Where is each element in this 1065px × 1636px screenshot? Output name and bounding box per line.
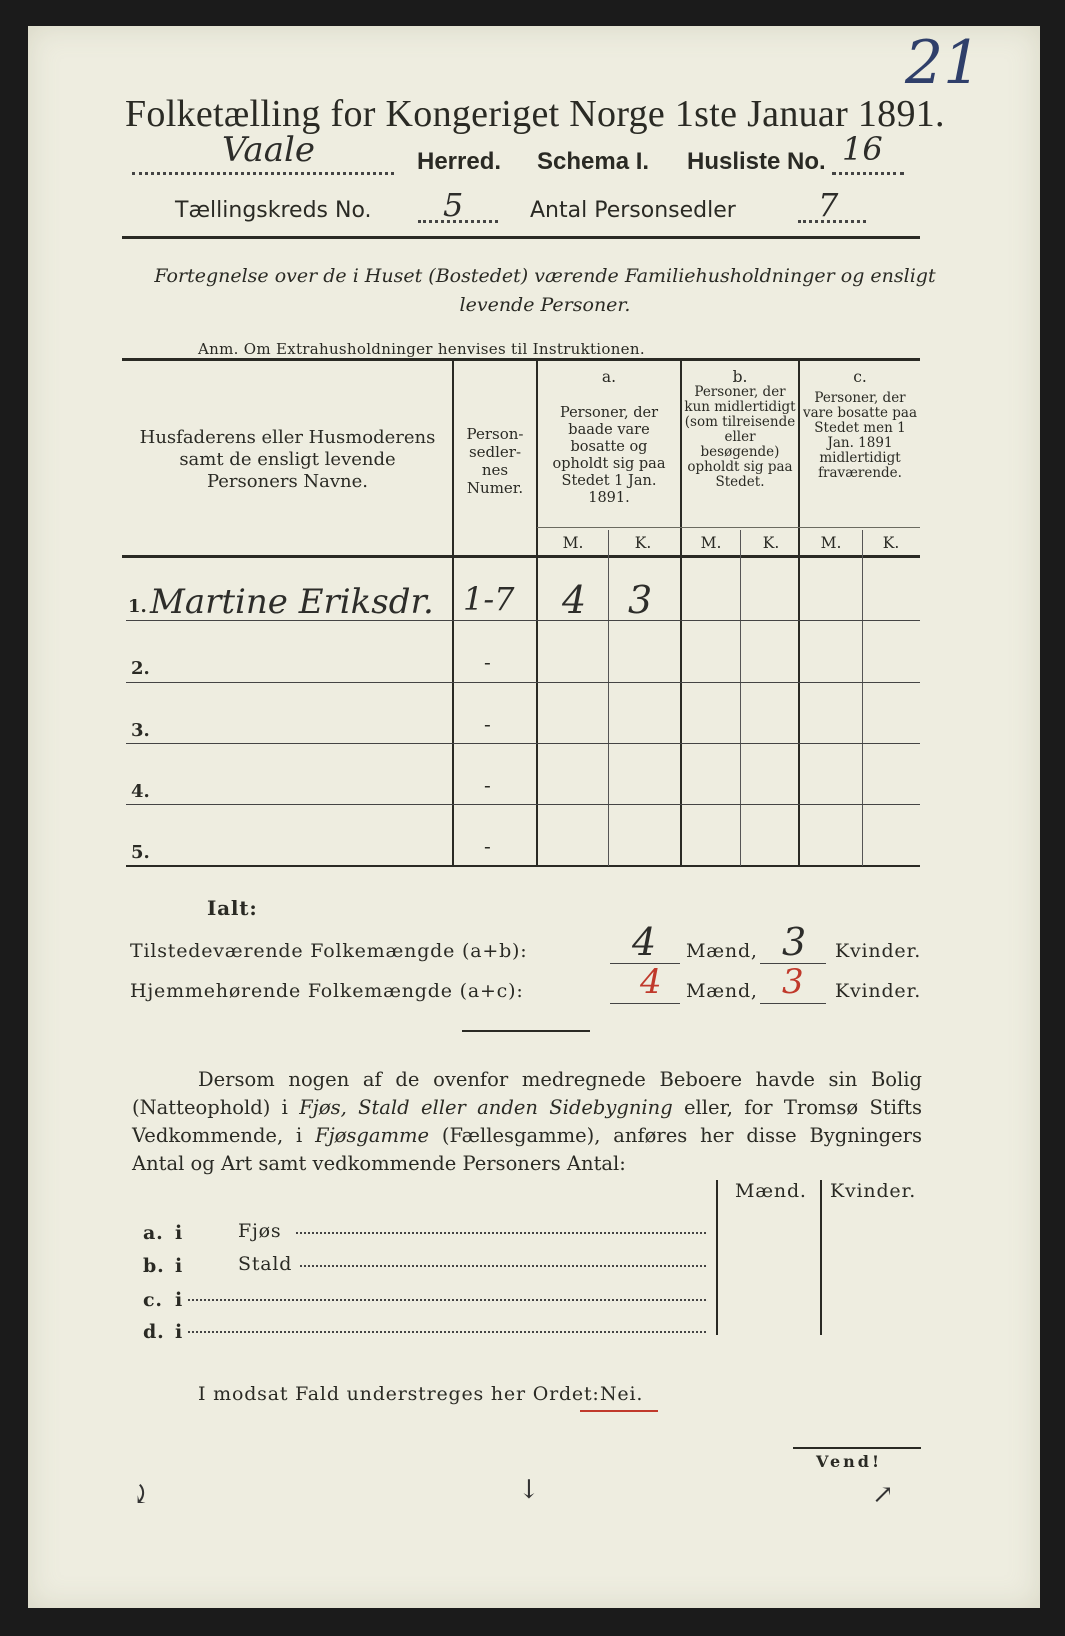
building-a-name: Fjøs [238, 1220, 282, 1242]
schema-label: Schema I. [537, 148, 650, 175]
hjemme-maend: Mænd, [686, 980, 758, 1002]
nei-word: Nei. [600, 1383, 644, 1405]
row-2-numer: - [484, 650, 491, 674]
row-2-rule [126, 682, 920, 683]
table-bottom-rule [126, 865, 920, 867]
building-c-i: i [175, 1289, 184, 1311]
hjemme-k-value: 3 [782, 962, 804, 1002]
ialt-label: Ialt: [207, 896, 258, 920]
mk-header-rule [537, 527, 920, 528]
col-header-name: Husfaderens eller Husmoderens samt de ensligt levende Personers Navne. [139, 427, 436, 492]
c-k-header: K. [882, 534, 900, 552]
form-description: Fortegnelse over de i Huset (Bostedet) værende Familiehusholdninger og ensligt levende Personer. [154, 265, 936, 316]
hjemme-m-line [610, 1003, 680, 1004]
nei-underline [580, 1410, 658, 1412]
kreds-label: Tællingskreds No. [175, 198, 372, 223]
antal-label: Antal Personsedler [530, 198, 736, 223]
header-divider [122, 236, 920, 239]
row-1-numer: 1-7 [463, 580, 515, 618]
building-d-letter: d. [143, 1321, 165, 1343]
vend-rule [793, 1447, 921, 1449]
herred-value: Vaale [222, 130, 315, 170]
buildings-divider-1 [716, 1180, 718, 1335]
section-divider [462, 1030, 590, 1032]
c-m-header: M. [820, 534, 842, 552]
corner-mark-left: ⤸ [130, 1480, 152, 1510]
col-header-a-text: Personer, der baade vare bosatte og opholdt sig paa Stedet 1 Jan. 1891. [552, 405, 666, 506]
modsat-label: I modsat Fald understreges her Ordet: [198, 1383, 600, 1405]
building-b-name: Stald [238, 1253, 293, 1275]
row-3-number: 3. [131, 720, 150, 741]
para-italic-1: Fjøs, Stald eller anden Sidebygning [299, 1096, 673, 1119]
page-number: 21 [905, 28, 982, 98]
c-mk-divider [862, 530, 863, 866]
building-a-i: i [175, 1222, 184, 1244]
row-5-numer: - [484, 834, 491, 858]
tilstede-k-value: 3 [782, 920, 807, 964]
row-1-name: Martine Eriksdr. [150, 582, 434, 622]
para-part-1: Dersom nogen af de ovenfor medregnede Beboere havde sin Bolig (Natteophold) i [132, 1068, 922, 1119]
corner-mark-center: ↓ [518, 1475, 540, 1505]
row-4-rule [126, 804, 920, 805]
kreds-value: 5 [443, 186, 464, 224]
a-k-header: K. [634, 534, 652, 552]
para-part-2: eller, for Tromsø Stifts Vedkommende, i [132, 1096, 922, 1147]
b-k-header: K. [762, 534, 780, 552]
col-header-numer: Person-sedler-nes Numer. [466, 425, 524, 497]
col-header-c-letter: c. [853, 368, 867, 386]
hjemme-m-value: 4 [640, 962, 662, 1002]
building-d-dots [188, 1331, 706, 1333]
b-mk-divider [740, 530, 741, 866]
col-divider-3 [680, 360, 682, 866]
building-d-i: i [175, 1321, 184, 1343]
row-2-number: 2. [131, 658, 150, 679]
row-4-numer: - [484, 773, 491, 797]
building-b-letter: b. [143, 1255, 165, 1277]
para-part-3: (Fællesgamme), anføres her disse Bygningers Antal og Art samt vedkommende Personers Antal: [132, 1124, 922, 1175]
col-header-b-text: Personer, der kun midlertidigt (som tilreisende eller besøgende) opholdt sig paa Stedet. [684, 384, 796, 490]
building-c-dots [188, 1299, 706, 1301]
col-header-c-text: Personer, der vare bosatte paa Stedet men 1 Jan. 1891 midlertidigt fraværende. [802, 390, 918, 481]
row-1-a-m: 4 [562, 578, 587, 622]
buildings-kvinder-header: Kvinder. [830, 1180, 917, 1202]
tilstede-label: Tilstedeværende Folkemængde (a+b): [130, 940, 528, 962]
a-m-header: M. [562, 534, 584, 552]
row-3-rule [126, 743, 920, 744]
husliste-value: 16 [842, 130, 883, 168]
row-5-number: 5. [131, 842, 150, 863]
col-divider-1 [452, 360, 454, 866]
hjemme-label: Hjemmehørende Folkemængde (a+c): [130, 980, 524, 1002]
annotation-note: Anm. Om Extrahusholdninger henvises til Instruktionen. [198, 340, 645, 358]
table-header-bottom-rule [122, 555, 920, 558]
building-b-i: i [175, 1255, 184, 1277]
row-1-number: 1. [128, 596, 147, 617]
buildings-divider-2 [820, 1180, 822, 1335]
buildings-maend-header: Mænd. [735, 1180, 807, 1202]
hjemme-kvinder: Kvinder. [835, 980, 922, 1002]
building-a-dots [296, 1232, 706, 1234]
row-1-a-k: 3 [628, 578, 653, 622]
herred-label: Herred. [417, 148, 502, 175]
building-a-letter: a. [143, 1222, 164, 1244]
para-italic-2: Fjøsgamme [315, 1124, 430, 1147]
col-divider-4 [798, 360, 800, 866]
antal-value: 7 [818, 186, 839, 224]
tilstede-kvinder: Kvinder. [835, 940, 922, 962]
row-3-numer: - [484, 712, 491, 736]
hjemme-k-line [760, 1003, 826, 1004]
a-mk-divider [608, 530, 609, 866]
col-header-a-letter: a. [601, 368, 617, 386]
vend-label: Vend! [816, 1452, 882, 1471]
b-m-header: M. [700, 534, 722, 552]
table-top-rule [122, 358, 920, 361]
tilstede-maend: Mænd, [686, 940, 758, 962]
form-title: Folketælling for Kongeriget Norge 1ste Januar 1891. [125, 93, 945, 135]
col-header-b-letter: b. [732, 368, 748, 386]
building-c-letter: c. [143, 1289, 163, 1311]
building-b-dots [300, 1265, 706, 1267]
husliste-label: Husliste No. [687, 148, 826, 175]
row-4-number: 4. [131, 781, 150, 802]
building-instructions [132, 1066, 922, 1178]
col-divider-2 [536, 360, 538, 866]
tilstede-m-value: 4 [632, 920, 657, 964]
corner-mark-right: ↗ [872, 1480, 894, 1510]
